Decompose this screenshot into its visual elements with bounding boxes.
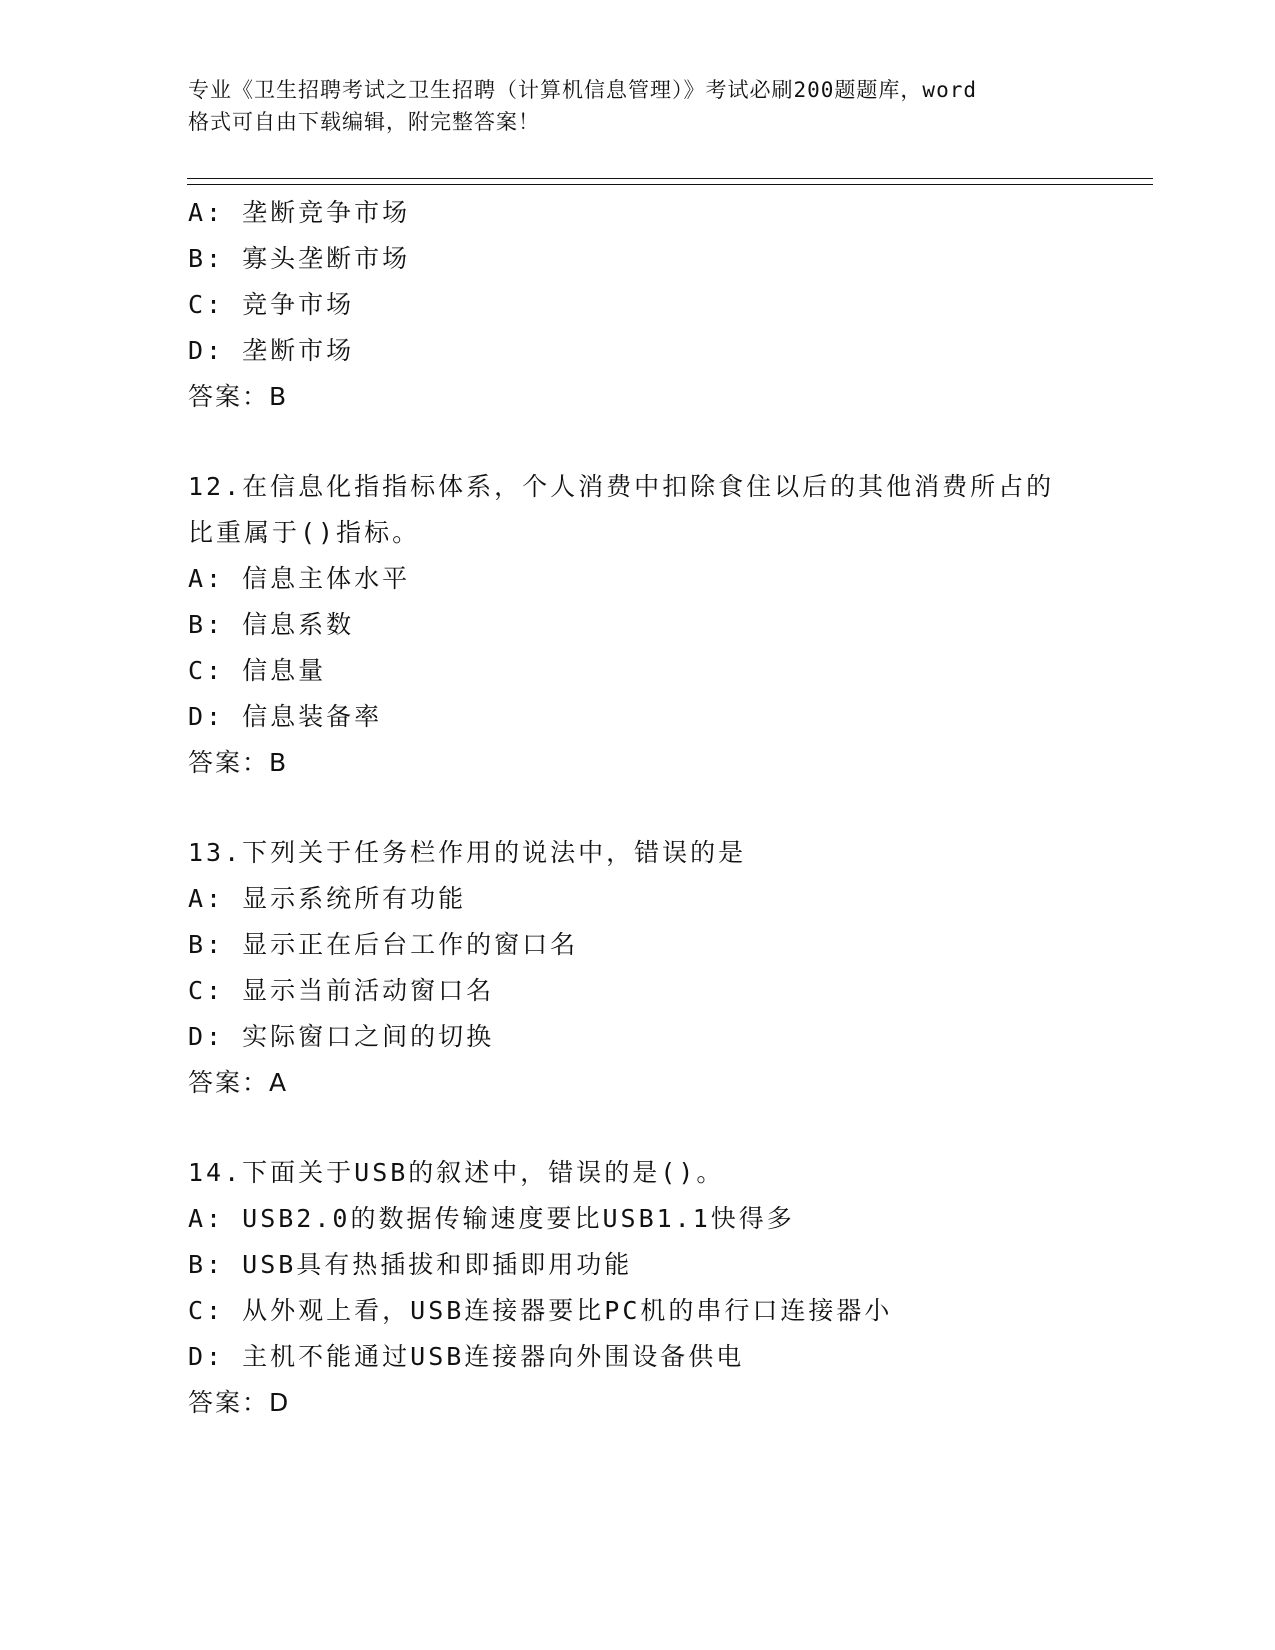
option-a: A: USB2.0的数据传输速度要比USB1.1快得多: [188, 1204, 795, 1233]
option-c: C: 从外观上看，USB连接器要比PC机的串行口连接器小: [188, 1296, 893, 1325]
question-14: [188, 1150, 1088, 1426]
option-b: B: 信息系数: [188, 610, 355, 639]
option-c: C: 显示当前活动窗口名: [188, 976, 495, 1005]
spacer: [188, 786, 1088, 830]
option-d: D: 垄断市场: [188, 336, 355, 365]
spacer: [188, 420, 1088, 464]
option-b: B: 显示正在后台工作的窗口名: [188, 930, 579, 959]
spacer: [188, 1106, 1088, 1150]
option-c: C: 竞争市场: [188, 290, 355, 319]
option-d: D: 主机不能通过USB连接器向外围设备供电: [188, 1342, 745, 1371]
answer: 答案：D: [188, 1388, 291, 1417]
question-stem-line-1: 12.在信息化指指标体系，个人消费中扣除食住以后的其他消费所占的: [188, 472, 1055, 501]
header-divider-top: [187, 178, 1153, 179]
header-line-2: 格式可自由下载编辑，附完整答案！: [188, 110, 540, 134]
option-a: A: 显示系统所有功能: [188, 884, 467, 913]
option-b: B: USB具有热插拔和即插即用功能: [188, 1250, 633, 1279]
option-d: D: 信息装备率: [188, 702, 383, 731]
header-line-1: 专业《卫生招聘考试之卫生招聘（计算机信息管理）》考试必刷200题题库，word: [188, 78, 977, 102]
answer: 答案：B: [188, 382, 289, 411]
answer: 答案：B: [188, 748, 289, 777]
option-a: A: 信息主体水平: [188, 564, 411, 593]
question-stem-line-2: 比重属于()指标。: [188, 518, 421, 547]
question-12: [188, 464, 1088, 786]
question-11-partial: [188, 190, 1088, 420]
question-stem-line-1: 13.下列关于任务栏作用的说法中，错误的是: [188, 838, 747, 867]
document-header: [188, 74, 1088, 138]
header-divider-bottom: [187, 184, 1153, 185]
option-b: B: 寡头垄断市场: [188, 244, 411, 273]
question-13: [188, 830, 1088, 1106]
question-stem-line-1: 14.下面关于USB的叙述中，错误的是()。: [188, 1158, 725, 1187]
option-c: C: 信息量: [188, 656, 327, 685]
answer: 答案：A: [188, 1068, 289, 1097]
question-list: [188, 190, 1088, 1426]
option-d: D: 实际窗口之间的切换: [188, 1022, 495, 1051]
option-a: A: 垄断竞争市场: [188, 198, 411, 227]
